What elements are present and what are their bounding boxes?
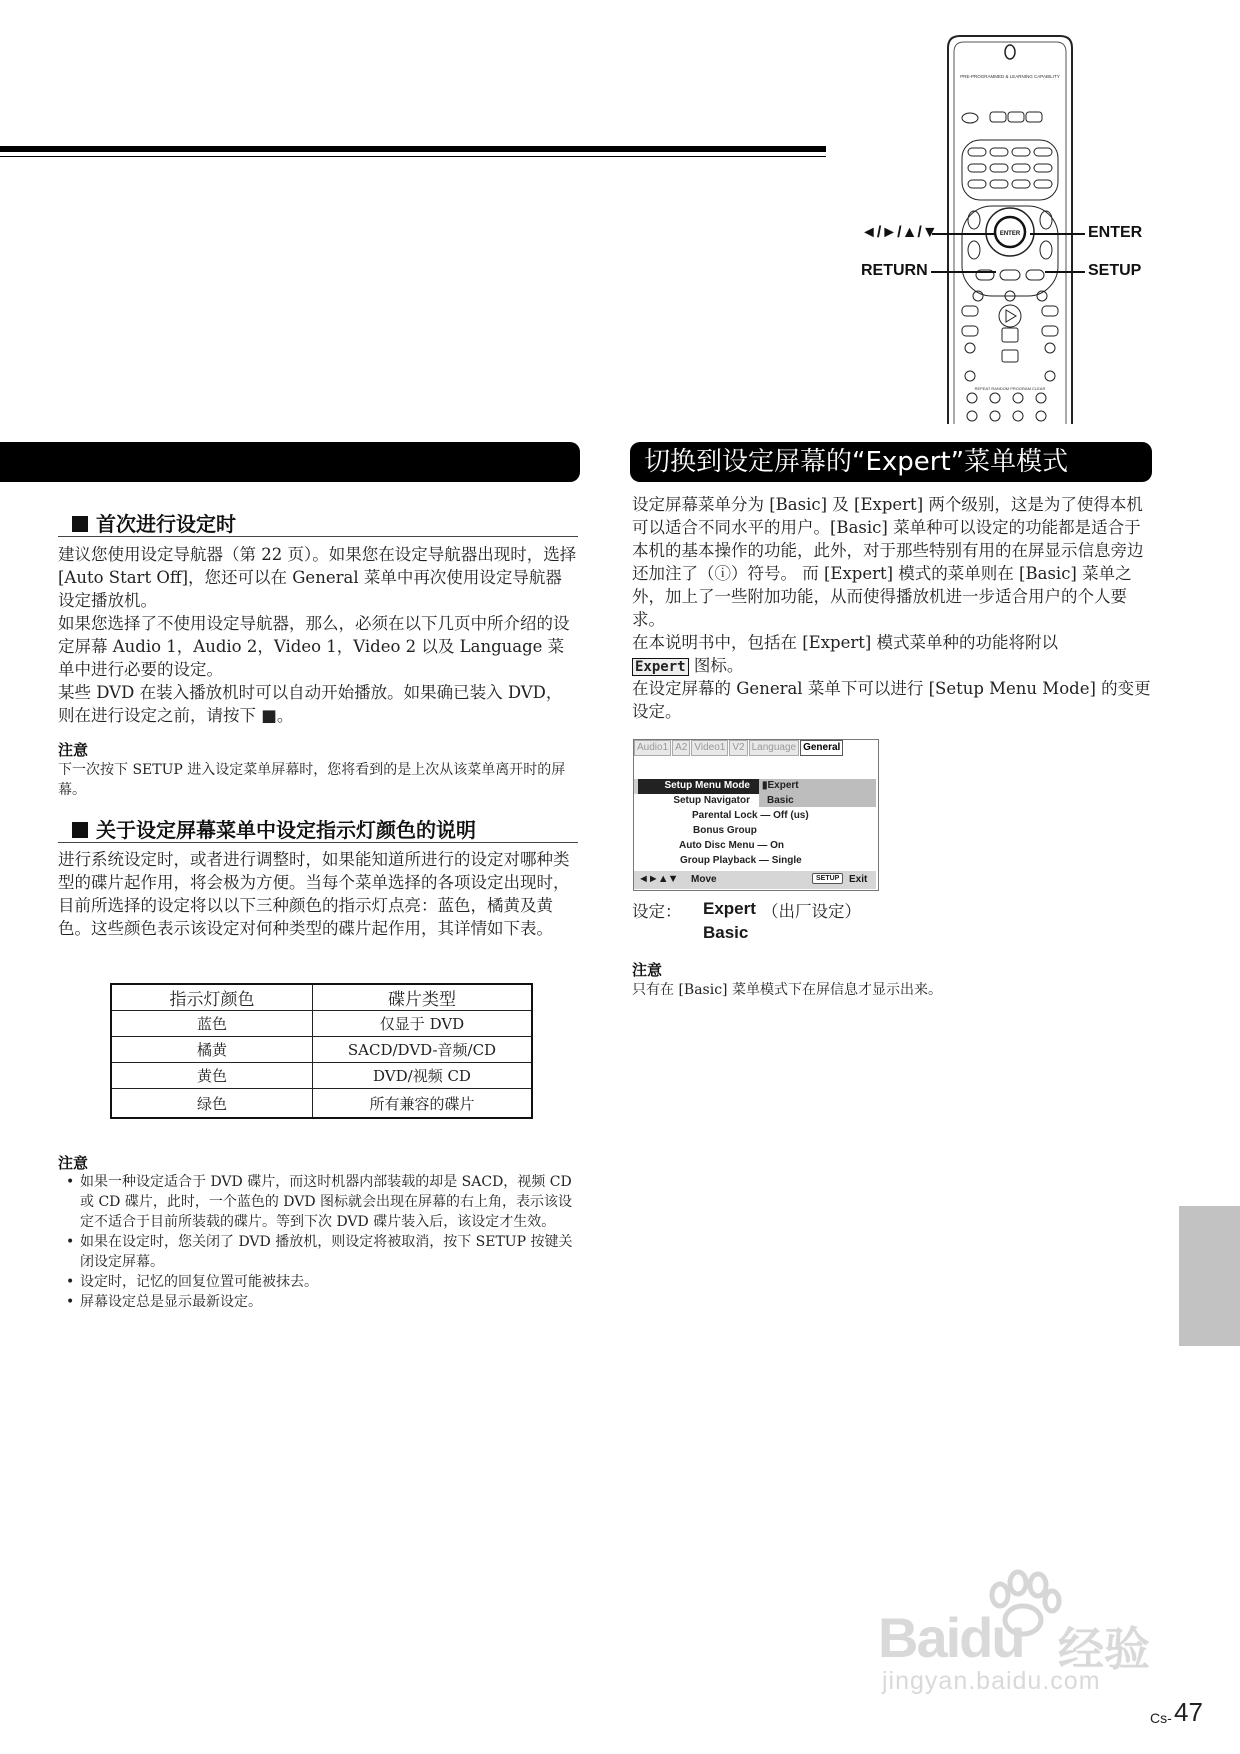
osd-move-arrows-icon: ◄►▲▼ <box>638 873 678 885</box>
indicator-colors-body: 进行系统设定时，或者进行调整时，如果能知道所进行的设定对哪种类型的碟片起作用，将会极为方便。当每个菜单选择的各项设定出现时，目前所选择的设定将以以下三种颜色的指示灯点亮：蓝色，橘黄及黄色。这些颜色表示该设定对何种类型的碟片起作用，其详情如下表。 <box>58 850 570 938</box>
osd-tab-general[interactable]: General <box>800 740 843 756</box>
heading-underline <box>58 842 578 843</box>
osd-exit-label: Exit <box>849 874 868 885</box>
heading-indicator-colors-text: 关于设定屏幕菜单中设定指示灯颜色的说明 <box>96 818 476 842</box>
list-item: • 如果一种设定适合于 DVD 碟片，而这时机器内部装载的却是 SACD，视频 CD 或 CD 碟片，此时，一个蓝色的 DVD 图标就会出现在屏幕的右上角，表示该设定不适合于目前所装载的碟片。等到下次 DVD 碟片装入后，该设定才生效。 <box>58 1172 578 1232</box>
paragraph-text: 在本说明书中，包括在 [Expert] 模式菜单种的功能将附以 <box>632 633 1059 652</box>
osd-item-label: Group Playback <box>680 855 757 866</box>
osd-item-value: On <box>770 840 785 851</box>
list-item: • 如果在设定时，您关闭了 DVD 播放机，则设定将被取消，按下 SETUP 按键关闭设定屏幕。 <box>58 1232 578 1272</box>
paragraph: 如果您选择了不使用设定导航器，那么，必须在以下几页中所介绍的设定屏幕 Audio 1，Audio 2，Video 1，Video 2 以及 Language 菜单中进行必要的设定。 <box>58 614 570 679</box>
osd-tab-video1[interactable]: Video1 <box>691 740 728 756</box>
page-prefix: Cs- <box>1150 1710 1172 1726</box>
page-number: 47 <box>1174 1697 1203 1727</box>
osd-item-label: Auto Disc Menu <box>679 840 755 851</box>
header-rule-thin <box>0 156 826 157</box>
watermark-url: jingyan.baidu.com <box>882 1667 1101 1695</box>
osd-item-bonus-group[interactable]: Bonus Group <box>693 825 757 836</box>
osd-item-group-playback[interactable] <box>680 855 802 866</box>
watermark-brand-a: Bai <box>878 1606 960 1669</box>
paragraph: 建议您使用设定导航器（第 22 页）。如果您在设定导航器出现时，选择 [Auto Start Off]，您还可以在 General 菜单中再次使用设定导航器设定播放机。 <box>58 545 577 610</box>
heading-first-setup <box>72 508 236 537</box>
osd-tab-audio1[interactable]: Audio1 <box>634 740 671 756</box>
table-row <box>111 1011 532 1037</box>
table-cell: 黄色 <box>111 1063 313 1089</box>
osd-item-label: Parental Lock <box>692 810 758 821</box>
table-cell: 蓝色 <box>111 1011 313 1037</box>
remote-label-enter: ENTER <box>1088 224 1143 241</box>
osd-item-value: Off (us) <box>773 810 809 821</box>
watermark-brand-cn: 经验 <box>1058 1623 1150 1675</box>
paragraph: 在设定屏幕的 General 菜单下可以进行 [Setup Menu Mode] 的变更设定。 <box>632 679 1151 721</box>
setting-value-expert-note: （出厂设定） <box>762 902 861 921</box>
osd-dash: — <box>760 810 771 821</box>
osd-dash: — <box>757 840 768 851</box>
note-text: 下一次按下 SETUP 进入设定菜单屏幕时，您将看到的是上次从该菜单离开时的屏幕。 <box>58 762 566 798</box>
expert-mode-body <box>632 493 1152 723</box>
callout-line-arrows <box>932 233 994 235</box>
square-bullet-icon <box>72 822 88 838</box>
paragraph <box>632 631 1152 654</box>
left-section-bar <box>0 442 580 482</box>
osd-tab-v2[interactable]: V2 <box>729 740 747 756</box>
osd-tab-bar <box>634 740 844 756</box>
first-setup-body <box>58 543 578 727</box>
header-rule <box>0 146 826 152</box>
remote-control-illustration <box>940 30 1080 424</box>
setting-value-expert: Expert <box>703 899 756 918</box>
table-row <box>111 1063 532 1089</box>
watermark-brand-b: du <box>959 1606 1024 1669</box>
table-header: 碟片类型 <box>313 984 533 1011</box>
right-section-title: 切换到设定屏幕的“Expert”菜单模式 <box>630 442 1152 482</box>
heading-indicator-colors <box>72 814 476 843</box>
heading-underline <box>58 536 578 537</box>
indicator-color-table-wrap <box>110 983 533 1119</box>
osd-dash: — <box>758 855 769 866</box>
side-thumb-tab <box>1179 1206 1240 1346</box>
table-cell: 仅显于 DVD <box>313 1011 533 1037</box>
osd-setup-key[interactable]: SETUP <box>812 873 843 884</box>
osd-option-basic[interactable]: Basic <box>767 795 794 806</box>
note-title: 注意 <box>58 741 89 759</box>
remote-label-setup: SETUP <box>1088 262 1142 279</box>
remote-label-return: RETURN <box>861 262 928 279</box>
table-cell: 所有兼容的碟片 <box>313 1089 533 1119</box>
paragraph: 某些 DVD 在装入播放机时可以自动开始播放。如果确已装入 DVD，则在进行设定之前，请按下 ■。 <box>58 683 563 725</box>
note-list <box>58 1172 578 1312</box>
osd-option-expert-text: Expert <box>767 780 799 791</box>
osd-item-parental-lock[interactable] <box>692 810 809 821</box>
table-header-row <box>111 984 532 1011</box>
indicator-color-table <box>110 983 533 1119</box>
paragraph: 设定屏幕菜单分为 [Basic] 及 [Expert] 两个级别，这是为了使得本机可以适合不同水平的用户。[Basic] 菜单种可以设定的功能都是适合于本机的基本操作的功能，此外，对于那些特别有用的在屏显示信息旁边还加注了（ⓘ）符号。 而 [Expert] 模式的菜单则在 [Basic] 菜单之外，加上了一些附加功能，从而使得播放机进一步适合用户的个人要求。 <box>632 495 1144 629</box>
table-row <box>111 1089 532 1119</box>
paragraph-text: 图标。 <box>688 656 744 675</box>
list-item: • 设定时，记忆的回复位置可能被抹去。 <box>58 1272 578 1292</box>
osd-item-auto-disc-menu[interactable] <box>679 840 784 851</box>
table-cell: SACD/DVD-音频/CD <box>313 1037 533 1063</box>
osd-panel <box>634 757 876 870</box>
osd-item-setup-navigator[interactable]: Setup Navigator <box>673 795 750 806</box>
heading-first-setup-text: 首次进行设定时 <box>96 512 236 536</box>
paragraph <box>632 654 1152 677</box>
table-header: 指示灯颜色 <box>111 984 313 1011</box>
watermark-brand <box>878 1605 1024 1670</box>
setup-menu-screen <box>633 739 879 891</box>
list-item: • 屏幕设定总是显示最新设定。 <box>58 1292 578 1312</box>
setting-label: 设定： <box>632 902 682 921</box>
note-title: 注意 <box>58 1154 89 1172</box>
osd-footer <box>634 871 876 889</box>
osd-item-setup-menu-mode[interactable]: Setup Menu Mode <box>664 780 750 791</box>
note-text: 只有在 [Basic] 菜单模式下在屏信息才显示出来。 <box>632 982 942 998</box>
table-row <box>111 1037 532 1063</box>
expert-icon: Expert <box>632 658 689 676</box>
square-bullet-icon <box>72 516 88 532</box>
note-list-wrap <box>58 1172 578 1312</box>
callout-line-setup <box>1045 271 1085 273</box>
svg-text:REPEAT RANDOM PROGRAM CLEAR: REPEAT RANDOM PROGRAM CLEAR <box>974 386 1046 391</box>
setting-value-basic: Basic <box>703 923 749 942</box>
osd-tab-language[interactable]: Language <box>749 740 800 756</box>
table-cell: 绿色 <box>111 1089 313 1119</box>
callout-line-enter <box>1030 233 1085 235</box>
table-cell: DVD/视频 CD <box>313 1063 533 1089</box>
osd-item-value: Single <box>771 855 802 866</box>
osd-option-expert[interactable]: ▮Expert <box>762 780 799 791</box>
svg-text:PRE-PROGRAMMED & LEARNING CAPA: PRE-PROGRAMMED & LEARNING CAPABILITY <box>960 74 1060 79</box>
table-cell: 橘黄 <box>111 1037 313 1063</box>
note-title: 注意 <box>632 961 663 979</box>
osd-move-label: Move <box>691 874 717 885</box>
svg-text:ENTER: ENTER <box>999 231 1021 237</box>
callout-line-return <box>931 271 996 273</box>
remote-control-icon <box>940 30 1080 424</box>
remote-label-arrows: ◄/►/▲/▼ <box>861 224 938 241</box>
watermark <box>878 1565 1178 1695</box>
osd-tab-a2[interactable]: A2 <box>672 740 690 756</box>
